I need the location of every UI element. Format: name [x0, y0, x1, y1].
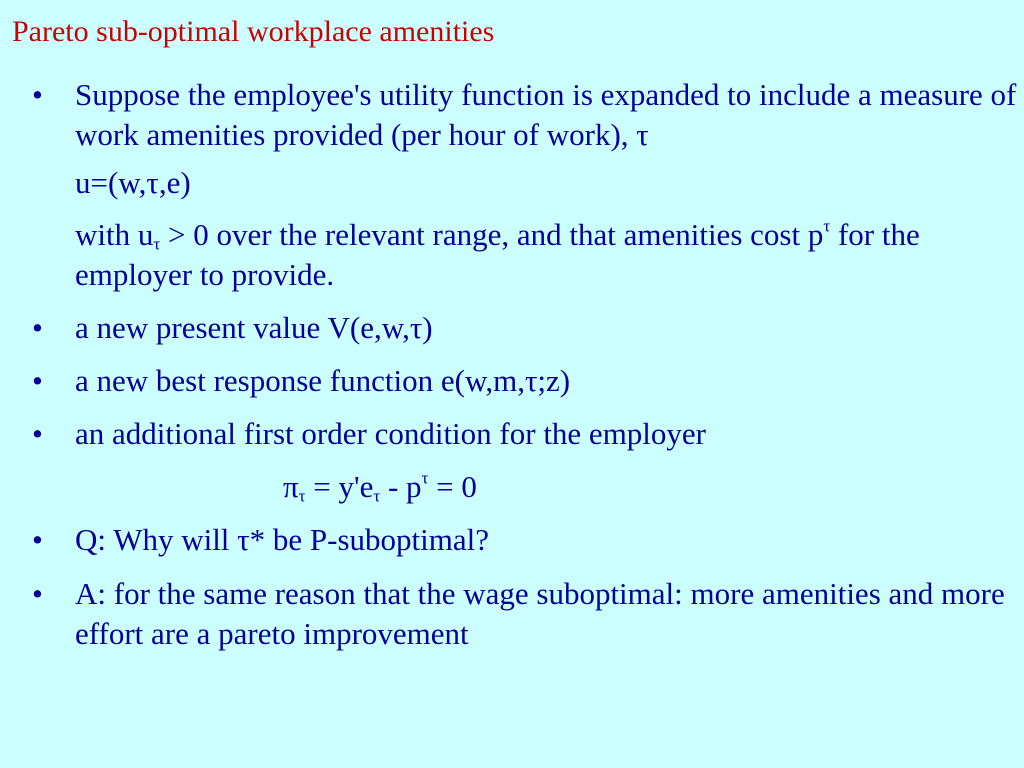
foc-intro-text: an additional first order condition for the employer [75, 416, 707, 451]
assumption-sup1: τ [823, 216, 831, 236]
foc-sub-b: τ [373, 486, 381, 506]
slide-content [28, 75, 1018, 654]
best-response-text: a new best response function e(w,m,τ;z) [75, 363, 571, 398]
assumption-part2: > 0 over the relevant range, and that amenities cost p [160, 217, 824, 252]
bullet-answer [28, 574, 1018, 654]
utility-formula-text: u=(w,τ,e) [75, 165, 191, 200]
assumption-sub1: τ [153, 234, 161, 254]
bullet-marker: • [32, 310, 43, 345]
foc-sub-a: τ [298, 486, 306, 506]
bullet-present-value [28, 308, 1018, 348]
bullet-best-response [28, 361, 1018, 401]
foc-a: π [283, 469, 299, 504]
assumption-line [28, 215, 1018, 295]
bullet-first-order-condition [28, 414, 1018, 454]
bullet-marker: • [32, 77, 43, 112]
slide-title: Pareto sub-optimal workplace amenities [12, 15, 495, 48]
foc-sup-c: τ [421, 468, 429, 488]
foc-formula [28, 467, 1018, 507]
present-value-text: a new present value V(e,w,τ) [75, 310, 433, 345]
foc-b: = y'e [305, 469, 374, 504]
assumption-part3: for the employer to provide. [75, 217, 920, 292]
bullet-marker: • [32, 522, 43, 557]
utility-formula [28, 163, 1018, 203]
assumption-part1: with u [75, 217, 154, 252]
bullet-marker: • [32, 416, 43, 451]
foc-c: - p [380, 469, 422, 504]
answer-text: A: for the same reason that the wage suboptimal: more amenities and more effort are a pareto improvement [75, 576, 1005, 651]
utility-intro-text: Suppose the employee's utility function is expanded to include a measure of work amenities provided (per hour of work), τ [75, 77, 1017, 152]
bullet-utility-function [28, 75, 1018, 155]
question-text: Q: Why will τ* be P-suboptimal? [75, 522, 489, 557]
foc-d: = 0 [428, 469, 477, 504]
bullet-marker: • [32, 363, 43, 398]
bullet-marker: • [32, 576, 43, 611]
bullet-question [28, 520, 1018, 560]
